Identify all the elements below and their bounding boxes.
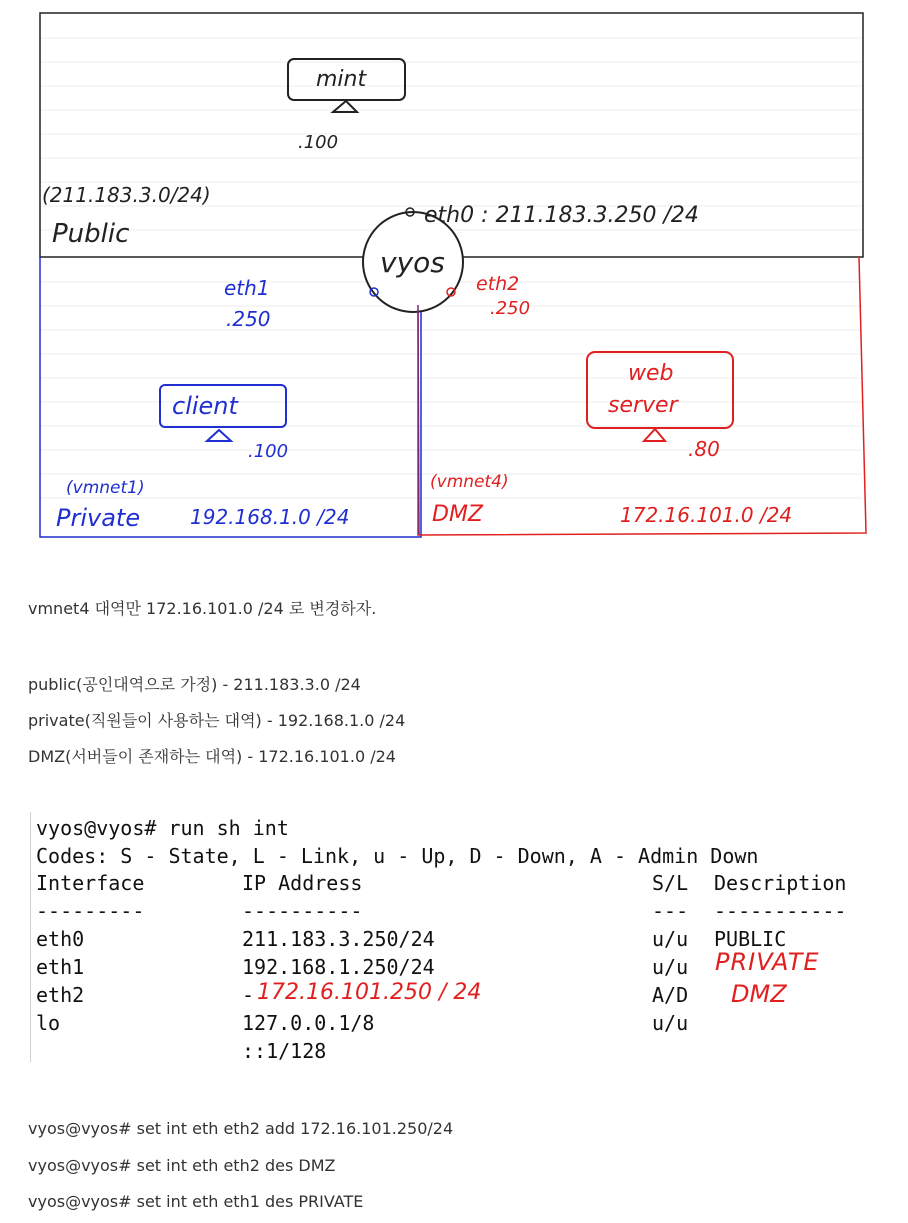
annotation-private: PRIVATE bbox=[715, 948, 820, 976]
table-row-state: u/u bbox=[652, 1011, 689, 1035]
command-eth2-description: vyos@vyos# set int eth eth2 des DMZ bbox=[28, 1156, 336, 1175]
vmnet1-label: (vmnet1) bbox=[66, 478, 145, 498]
vyos-label: vyos bbox=[380, 246, 445, 279]
annotation-eth2-ip: 172.16.101.250 / 24 bbox=[257, 980, 482, 1005]
header-description: Description bbox=[714, 871, 847, 895]
server-label: server bbox=[608, 393, 678, 418]
eth0-label: eth0 : 211.183.3.250 /24 bbox=[424, 203, 699, 228]
table-row-interface: eth0 bbox=[36, 927, 85, 951]
terminal-prompt: vyos@vyos# run sh int bbox=[36, 816, 289, 840]
terminal-codes: Codes: S - State, L - Link, u - Up, D - Down, A - Admin Down bbox=[36, 844, 759, 868]
table-row-interface: lo bbox=[36, 1011, 61, 1035]
rule-interface: --------- bbox=[36, 899, 145, 923]
table-row-ip: - bbox=[242, 983, 255, 1007]
zone-divider bbox=[418, 305, 419, 535]
annotation-dmz: DMZ bbox=[731, 980, 787, 1008]
note-dmz-range: DMZ(서버들이 존재하는 대역) - 172.16.101.0 /24 bbox=[28, 747, 396, 766]
web-label: web bbox=[628, 361, 674, 386]
client-label: client bbox=[172, 392, 238, 420]
network-diagram bbox=[0, 0, 908, 545]
command-eth2-address: vyos@vyos# set int eth eth2 add 172.16.101.250/24 bbox=[28, 1119, 454, 1138]
client-ip: .100 bbox=[248, 441, 289, 462]
header-interface: Interface bbox=[36, 871, 145, 895]
public-network: (211.183.3.0/24) bbox=[42, 183, 211, 207]
table-row-state: u/u bbox=[652, 955, 689, 979]
public-label: Public bbox=[52, 219, 130, 249]
mint-ip: .100 bbox=[298, 132, 339, 153]
dmz-network: 172.16.101.0 /24 bbox=[620, 503, 793, 527]
table-row-ip: 127.0.0.1/8 bbox=[242, 1011, 375, 1035]
dmz-label: DMZ bbox=[432, 502, 483, 527]
table-row-description: PUBLIC bbox=[714, 927, 787, 951]
vmnet4-label: (vmnet4) bbox=[430, 472, 509, 492]
rule-description: ----------- bbox=[714, 899, 847, 923]
note-public-range: public(공인대역으로 가정) - 211.183.3.0 /24 bbox=[28, 675, 361, 694]
eth2-label: eth2 bbox=[476, 273, 520, 295]
table-row-ip: 211.183.3.250/24 bbox=[242, 927, 435, 951]
eth1-ip: .250 bbox=[226, 307, 271, 331]
header-ip: IP Address bbox=[242, 871, 363, 895]
client-nic-icon bbox=[207, 430, 231, 441]
mint-label: mint bbox=[316, 67, 367, 92]
eth2-ip: .250 bbox=[490, 298, 531, 319]
table-row-state: u/u bbox=[652, 927, 689, 951]
web-nic-icon bbox=[644, 429, 665, 441]
table-row-interface: eth2 bbox=[36, 983, 85, 1007]
web-ip: .80 bbox=[688, 437, 720, 461]
table-row-ip: 192.168.1.250/24 bbox=[242, 955, 435, 979]
note-vmnet4-change: vmnet4 대역만 172.16.101.0 /24 로 변경하자. bbox=[28, 599, 377, 618]
table-row-state: A/D bbox=[652, 983, 689, 1007]
private-label: Private bbox=[56, 504, 141, 532]
note-private-range: private(직원들이 사용하는 대역) - 192.168.1.0 /24 bbox=[28, 711, 406, 730]
header-sl: S/L bbox=[652, 871, 689, 895]
table-row-interface: eth1 bbox=[36, 955, 85, 979]
command-eth1-description: vyos@vyos# set int eth eth1 des PRIVATE bbox=[28, 1192, 364, 1211]
eth1-label: eth1 bbox=[224, 276, 270, 300]
rule-ip: ---------- bbox=[242, 899, 363, 923]
lo-ipv6: ::1/128 bbox=[242, 1039, 327, 1063]
private-network: 192.168.1.0 /24 bbox=[190, 505, 350, 529]
rule-sl: --- bbox=[652, 899, 689, 923]
terminal-output bbox=[30, 812, 871, 1062]
